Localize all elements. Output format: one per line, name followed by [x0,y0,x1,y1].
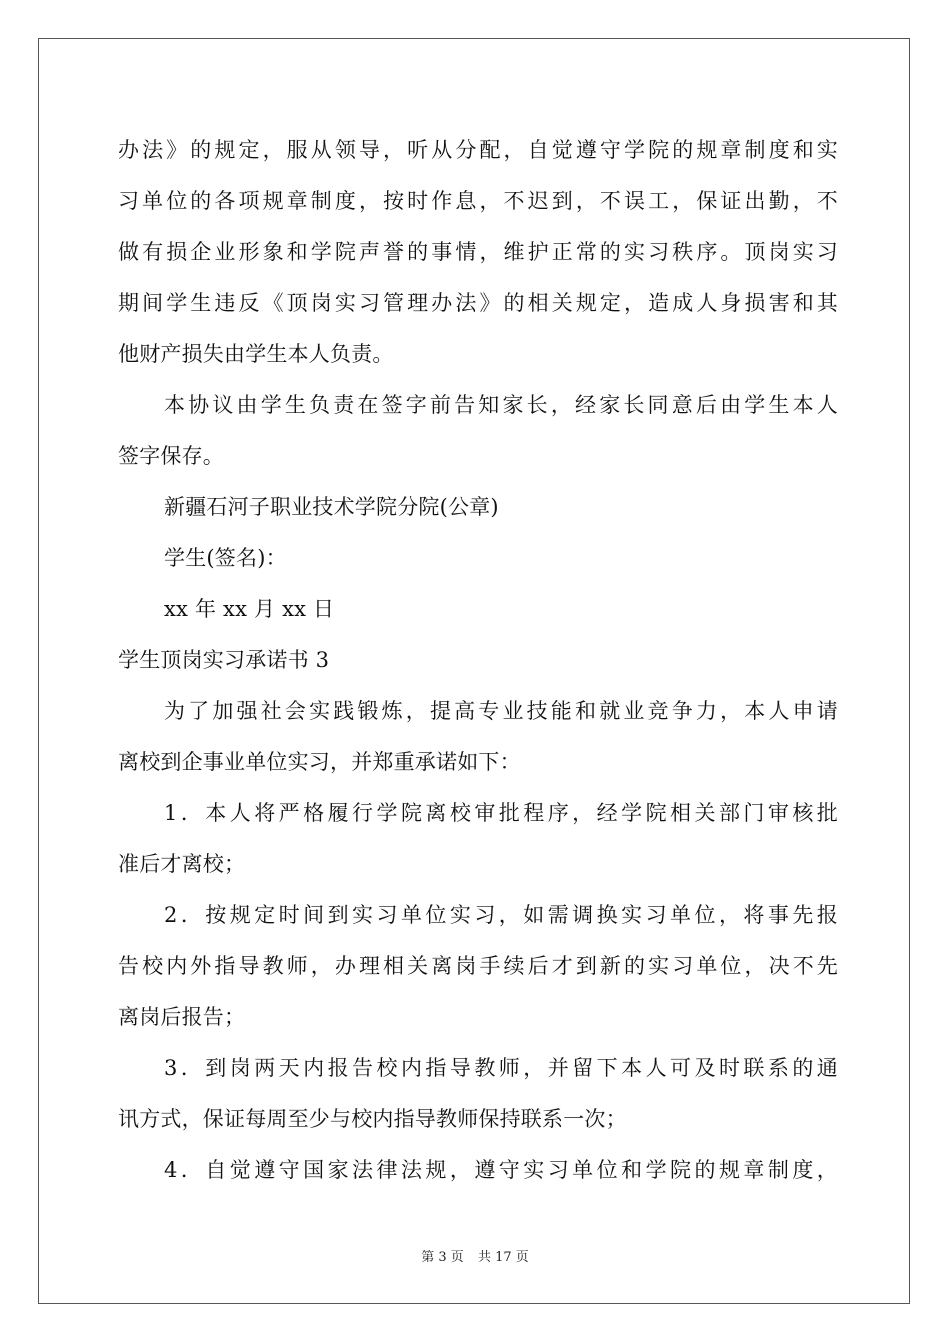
text-line: 他财产损失由学生本人负责。 [118,342,394,366]
text-line: 4．自觉遵守国家法律法规，遵守实习单位和学院的规章制度， [164,1158,838,1182]
text-line: 2．按规定时间到实习单位实习，如需调换实习单位，将事先报 [164,903,838,927]
text-line: 讯方式，保证每周至少与校内指导教师保持联系一次； [118,1107,627,1131]
text-line: 告校内外指导教师，办理相关离岗手续后才到新的实习单位，决不先 [118,954,838,978]
page-number: 第 3 页 [421,1250,464,1265]
text-line: 办法》的规定，服从领导，听从分配，自觉遵守学院的规章制度和实 [118,138,838,162]
text-line: 为了加强社会实践锻炼，提高专业技能和就业竞争力，本人申请 [164,699,838,723]
text-line: 签字保存。 [118,444,224,468]
page-total: 共 17 页 [477,1250,529,1265]
text-line: 本协议由学生负责在签字前告知家长，经家长同意后由学生本人 [164,393,838,417]
text-line: 习单位的各项规章制度，按时作息，不迟到，不误工，保证出勤，不 [118,189,838,213]
text-line: 3．到岗两天内报告校内指导教师，并留下本人可及时联系的通 [164,1056,838,1080]
text-line: 学生(签名)： [164,546,287,570]
text-line: 离校到企事业单位实习，并郑重承诺如下： [118,750,521,774]
text-line: 做有损企业形象和学院声誉的事情，维护正常的实习秩序。顶岗实习 [118,240,838,264]
text-line: 离岗后报告； [118,1005,246,1029]
page-footer [0,1246,950,1265]
text-line: 1．本人将严格履行学院离校审批程序，经学院相关部门审核批 [164,801,838,825]
document-body [118,125,838,1196]
text-line: xx 年 xx 月 xx 日 [164,597,335,621]
text-line: 准后才离校； [118,852,246,876]
text-line: 学生顶岗实习承诺书 3 [118,648,330,672]
text-line: 新疆石河子职业技术学院分院(公章) [164,495,499,519]
text-line: 期间学生违反《顶岗实习管理办法》的相关规定，造成人身损害和其 [118,291,838,315]
